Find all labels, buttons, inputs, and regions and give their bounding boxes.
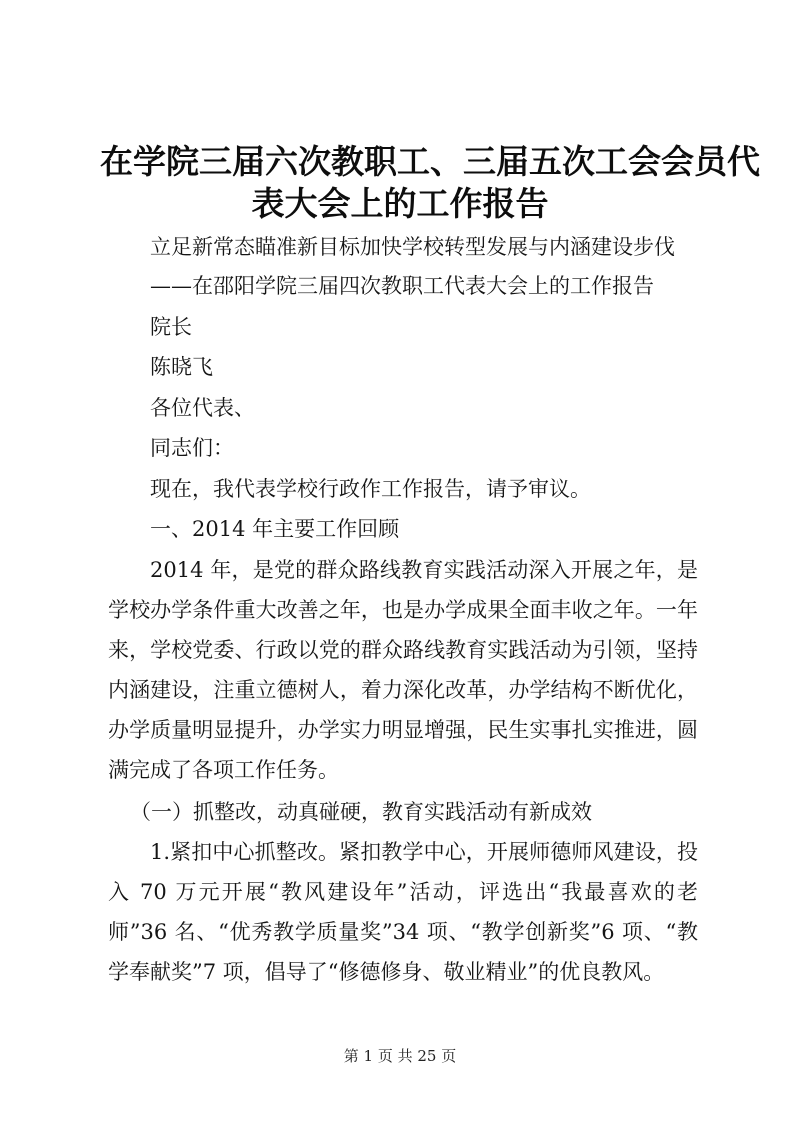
section-heading: 一、2014 年主要工作回顾 — [150, 517, 400, 541]
document-title-line-1: 在学院三届六次教职工、三届五次工会会员代 — [100, 142, 760, 181]
subtitle-line-2: ——在邵阳学院三届四次教职工代表大会上的工作报告 — [150, 274, 654, 298]
intro-paragraph: 现在，我代表学校行政作工作报告，请予审议。 — [150, 477, 591, 501]
subsection-heading: （一）抓整改，动真碰硬，教育实践活动有新成效 — [130, 800, 592, 824]
subtitle: 立足新常态瞄准新目标加快学校转型发展与内涵建设步伐 — [150, 235, 675, 259]
body-paragraph-1: 2014 年，是党的群众路线教育实践活动深入开展之年，是学校办学条件重大改善之年，也是办学成果全面丰收之年。一年来，学校党委、行政以党的群众路线教育实践活动为引领，坚持内涵建设，注重立德树人，着力深化改革，办学结构不断优化，办学质量明显提升，办学实力明显增强，民生实事扎实推进，圆满完成了各项工作任务。 — [108, 558, 698, 782]
body-paragraph-2: 1.紧扣中心抓整改。紧扣教学中心，开展师德师风建设，投入 70 万元开展“教风建设年”活动，评选出“我最喜欢的老师”36 名、“优秀教学质量奖”34 项、“教学创新奖”6 项、“教学奉献奖”7 项，倡导了“修德修身、敬业精业”的优良教风。 — [108, 840, 698, 984]
greeting-line-1: 各位代表、 — [150, 396, 255, 420]
greeting-line-2: 同志们： — [150, 436, 234, 460]
document-title-line-2: 表大会上的工作报告 — [251, 184, 549, 223]
page-footer: 第 1 页 共 25 页 — [343, 1047, 457, 1065]
speaker-name: 陈晓飞 — [150, 355, 213, 379]
speaker-role: 院长 — [150, 315, 192, 339]
